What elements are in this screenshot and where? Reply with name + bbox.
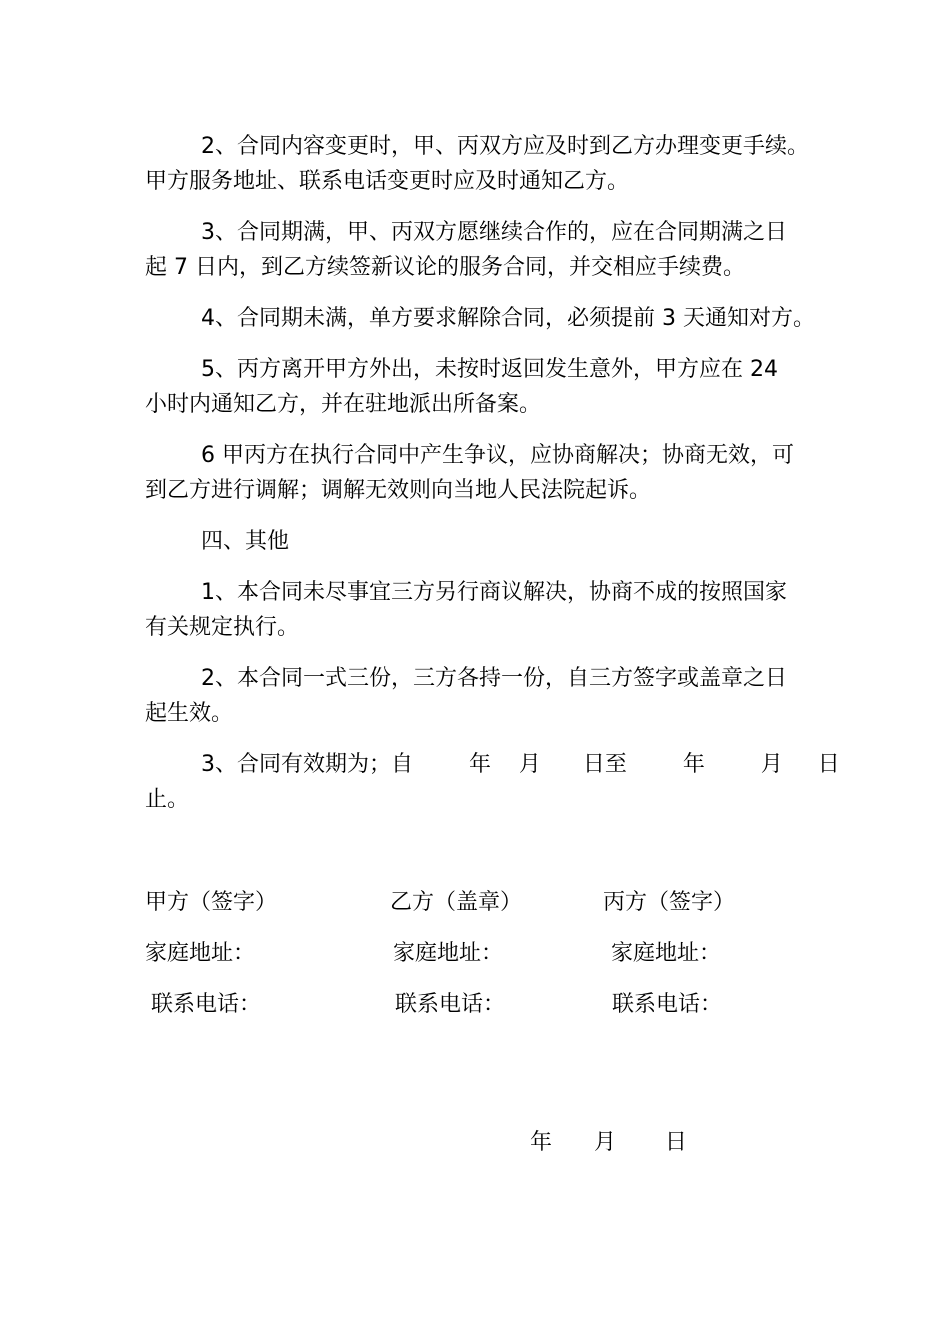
other-clause-3-line-1: 3、合同有效期为；自 年 月 日至 年 月 日 <box>201 752 840 777</box>
other-clause-2-line-1: 2、本合同一式三份，三方各持一份，自三方签字或盖章之日 <box>201 666 787 691</box>
clause-3-line-2: 起 7 日内，到乙方续签新议论的服务合同，并交相应手续费。 <box>145 255 745 280</box>
clause-2 <box>145 129 810 199</box>
party-a-address: 家庭地址： <box>145 941 256 966</box>
clause-5 <box>145 352 810 422</box>
other-clause-3 <box>145 747 840 817</box>
party-b-label: 乙方（盖章） <box>390 890 523 915</box>
other-clause-1-line-2: 有关规定执行。 <box>145 615 300 640</box>
other-clause-2-line-2: 起生效。 <box>145 701 234 726</box>
clause-2-line-2: 甲方服务地址、联系电话变更时应及时通知乙方。 <box>145 169 630 194</box>
party-a-phone: 联系电话： <box>151 992 262 1017</box>
date-line: 年 月 日 <box>530 1130 687 1155</box>
clause-5-line-1: 5、丙方离开甲方外出，未按时返回发生意外，甲方应在 24 <box>201 357 778 382</box>
clause-3-line-1: 3、合同期满，甲、丙双方愿继续合作的，应在合同期满之日 <box>201 220 787 245</box>
section-title-text: 四、其他 <box>201 529 290 554</box>
clause-2-line-1: 2、合同内容变更时，甲、丙双方应及时到乙方办理变更手续。 <box>201 134 809 159</box>
clause-4-line-1: 4、合同期未满，单方要求解除合同，必须提前 3 天通知对方。 <box>201 306 815 331</box>
other-clause-1 <box>145 575 810 645</box>
clause-3 <box>145 215 810 285</box>
party-c-phone: 联系电话： <box>612 992 723 1017</box>
clause-4 <box>145 301 815 336</box>
clause-6 <box>145 438 810 508</box>
other-clause-3-line-2: 止。 <box>145 787 190 812</box>
other-clause-2 <box>145 661 810 731</box>
party-a-label: 甲方（签字） <box>145 890 278 915</box>
clause-6-line-2: 到乙方进行调解；调解无效则向当地人民法院起诉。 <box>145 478 652 503</box>
section-title <box>145 524 810 559</box>
clause-6-line-1: 6 甲丙方在执行合同中产生争议，应协商解决；协商无效，可 <box>201 443 794 468</box>
clause-5-line-2: 小时内通知乙方，并在驻地派出所备案。 <box>145 392 542 417</box>
party-b-address: 家庭地址： <box>393 941 504 966</box>
party-c-label: 丙方（签字） <box>603 890 736 915</box>
party-c-address: 家庭地址： <box>611 941 722 966</box>
other-clause-1-line-1: 1、本合同未尽事宜三方另行商议解决，协商不成的按照国家 <box>201 580 787 605</box>
party-b-phone: 联系电话： <box>395 992 506 1017</box>
